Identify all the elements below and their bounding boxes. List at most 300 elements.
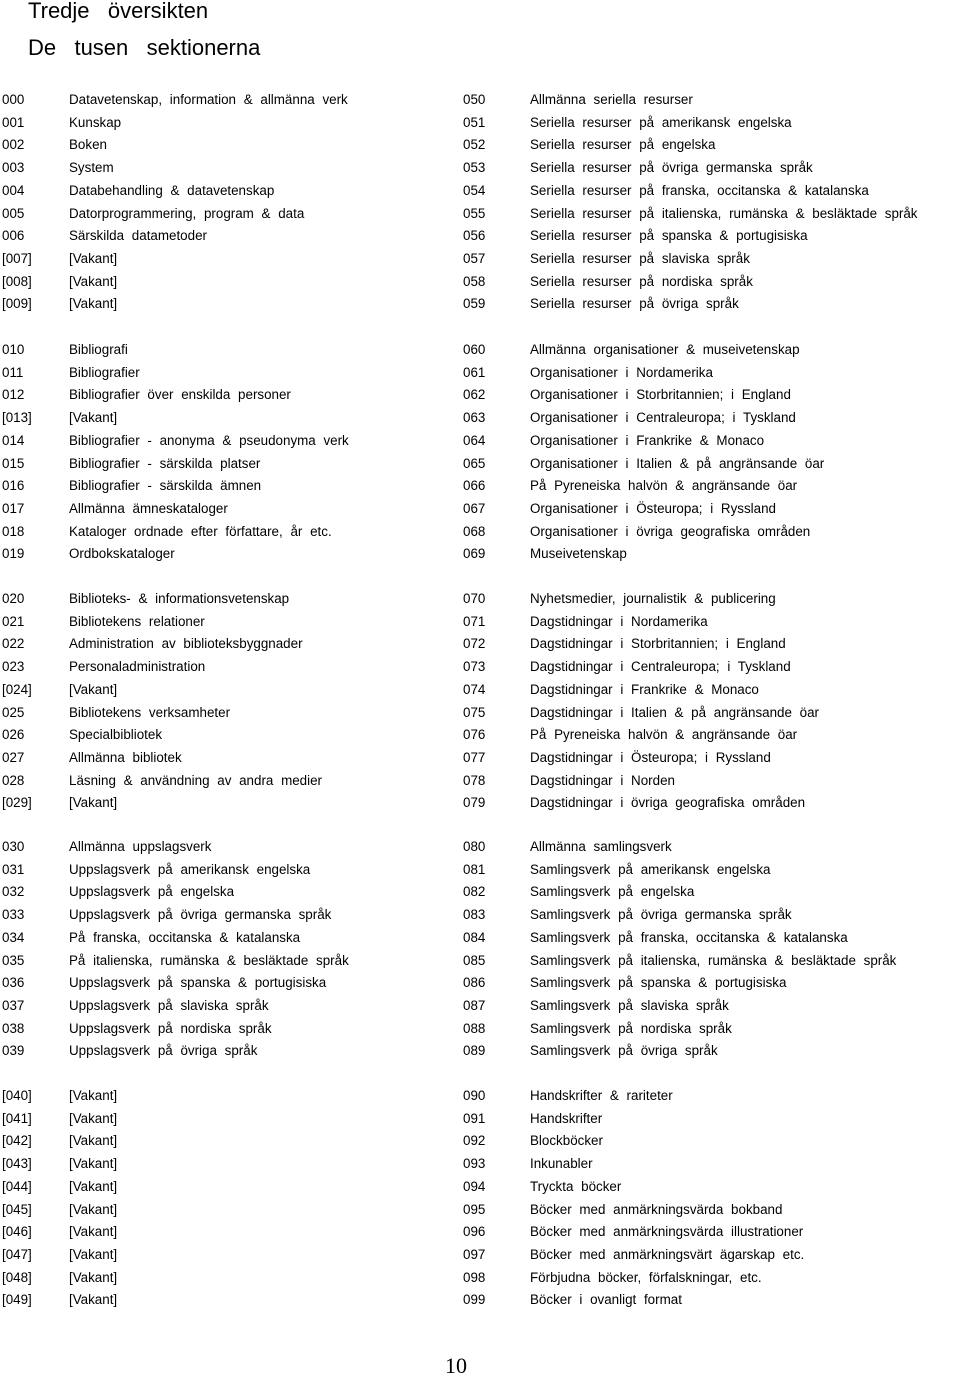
section-code: 051 <box>463 114 486 130</box>
section-code: [009] <box>2 296 32 312</box>
section-label: System <box>69 160 114 176</box>
section-label: Dagstidningar i Italien & på angränsande öar <box>530 704 820 720</box>
section-entry <box>2 1086 442 1106</box>
section-code: 020 <box>2 591 25 606</box>
section-entry <box>463 385 960 405</box>
section-label: Inkunabler <box>530 1156 593 1172</box>
section-entry <box>2 294 442 314</box>
section-code: 000 <box>2 92 25 107</box>
section-code: 071 <box>463 613 486 629</box>
section-entry <box>463 680 960 700</box>
section-code: 055 <box>463 205 486 221</box>
section-entry <box>463 612 960 632</box>
section-entry <box>463 158 960 178</box>
section-entry <box>463 1290 960 1310</box>
section-code: 021 <box>2 613 25 629</box>
section-label: Datorprogrammering, program & data <box>69 205 305 221</box>
section-label: Uppslagsverk på amerikansk engelska <box>69 861 311 877</box>
section-code: 006 <box>2 228 25 244</box>
section-code: 011 <box>2 364 24 380</box>
section-label: Dagstidningar i Centraleuropa; i Tyskland <box>530 659 791 675</box>
section-entry <box>2 499 442 519</box>
section-code: 053 <box>463 160 486 176</box>
section-entry <box>463 703 960 723</box>
section-label: Böcker med anmärkningsvärda illustrationer <box>530 1224 804 1240</box>
section-entry <box>463 294 960 314</box>
section-entry <box>2 793 442 813</box>
section-label: Museivetenskap <box>530 546 627 562</box>
section-label: Datavetenskap, information & allmänna verk <box>69 92 348 107</box>
section-code: 082 <box>463 884 486 900</box>
section-code: 077 <box>463 749 486 765</box>
section-code: 093 <box>463 1156 486 1172</box>
section-label: Administration av biblioteksbyggnader <box>69 636 303 652</box>
section-label: [Vakant] <box>69 1178 118 1194</box>
section-code: 019 <box>2 546 25 562</box>
section-label: Organisationer i Centraleuropa; i Tyskland <box>530 410 796 426</box>
section-entry <box>2 951 442 971</box>
section-label: Seriella resurser på slaviska språk <box>530 250 750 266</box>
section-entry <box>2 1245 442 1265</box>
section-entry <box>2 204 442 224</box>
section-code: [047] <box>2 1246 32 1262</box>
section-code: 079 <box>463 795 486 811</box>
section-code: 060 <box>463 342 486 357</box>
section-label: [Vakant] <box>69 1201 118 1217</box>
section-entry <box>2 1200 442 1220</box>
section-entry <box>463 363 960 383</box>
section-code: [008] <box>2 273 32 289</box>
section-entry <box>463 1200 960 1220</box>
section-entry <box>2 996 442 1016</box>
section-code: 033 <box>2 907 25 923</box>
section-label: Bibliografier - särskilda ämnen <box>69 478 262 494</box>
section-label: Boken <box>69 137 107 153</box>
section-label: Organisationer i övriga geografiska områden <box>530 523 811 539</box>
section-label: Seriella resurser på italienska, rumänska & besläktade språk <box>530 205 918 221</box>
section-entry <box>463 928 960 948</box>
section-code: 030 <box>2 839 25 854</box>
section-code: 037 <box>2 997 25 1013</box>
section-code: 088 <box>463 1020 486 1036</box>
section-entry <box>2 431 442 451</box>
section-entry <box>2 408 442 428</box>
section-entry <box>2 226 442 246</box>
section-label: [Vakant] <box>69 1246 118 1262</box>
section-entry <box>463 1019 960 1039</box>
section-entry <box>463 135 960 155</box>
section-entry <box>2 113 442 133</box>
section-label: Biblioteks- & informationsvetenskap <box>69 591 290 606</box>
section-label: [Vakant] <box>69 795 118 811</box>
section-label: [Vakant] <box>69 296 118 312</box>
section-entry <box>2 340 442 360</box>
section-label: [Vakant] <box>69 1269 118 1285</box>
section-entry <box>463 905 960 925</box>
section-label: På franska, occitanska & katalanska <box>69 929 301 945</box>
section-label: [Vakant] <box>69 410 118 426</box>
section-entry <box>2 90 442 110</box>
section-label: Allmänna samlingsverk <box>530 839 672 854</box>
section-entry <box>463 522 960 542</box>
section-entry <box>463 1041 960 1061</box>
section-entry <box>2 135 442 155</box>
section-code: 095 <box>463 1201 486 1217</box>
section-code: 063 <box>463 410 486 426</box>
section-entry <box>463 837 960 857</box>
section-label: Samlingsverk på övriga språk <box>530 1043 718 1059</box>
section-entry <box>2 634 442 654</box>
section-label: Bibliografier <box>69 364 140 380</box>
section-label: Ordbokskataloger <box>69 546 175 562</box>
section-label: Uppslagsverk på slaviska språk <box>69 997 269 1013</box>
section-code: 034 <box>2 929 25 945</box>
section-label: Dagstidningar i övriga geografiska områden <box>530 795 806 811</box>
section-code: 032 <box>2 884 25 900</box>
section-code: 054 <box>463 182 486 198</box>
section-code: [045] <box>2 1201 32 1217</box>
section-label: Dagstidningar i Nordamerika <box>530 613 708 629</box>
section-entry <box>463 1131 960 1151</box>
section-entry <box>2 476 442 496</box>
section-label: Samlingsverk på italienska, rumänska & besläktade språk <box>530 952 897 968</box>
section-code: 058 <box>463 273 486 289</box>
section-code: 078 <box>463 772 486 788</box>
section-code: 027 <box>2 749 25 765</box>
section-label: Samlingsverk på slaviska språk <box>530 997 729 1013</box>
section-entry <box>2 680 442 700</box>
section-entry <box>463 860 960 880</box>
section-code: 065 <box>463 455 486 471</box>
section-code: 062 <box>463 387 486 403</box>
section-entry <box>463 1109 960 1129</box>
section-code: 064 <box>463 432 486 448</box>
section-code: 002 <box>2 137 25 153</box>
section-label: Seriella resurser på nordiska språk <box>530 273 753 289</box>
section-label: Förbjudna böcker, förfalskningar, etc. <box>530 1269 762 1285</box>
section-entry <box>463 1154 960 1174</box>
section-entry <box>2 1290 442 1310</box>
section-code: 066 <box>463 478 486 494</box>
section-label: Bibliografi <box>69 342 128 357</box>
section-entry <box>463 1222 960 1242</box>
section-label: Handskrifter <box>530 1110 603 1126</box>
section-label: Böcker med anmärkningsvärda bokband <box>530 1201 783 1217</box>
section-entry <box>463 408 960 428</box>
section-code: [046] <box>2 1224 32 1240</box>
section-entry <box>2 973 442 993</box>
section-label: Dagstidningar i Norden <box>530 772 675 788</box>
section-entry <box>463 793 960 813</box>
section-label: Samlingsverk på nordiska språk <box>530 1020 732 1036</box>
section-code: 084 <box>463 929 486 945</box>
section-code: 026 <box>2 727 25 743</box>
section-code: 010 <box>2 342 25 357</box>
section-entry <box>2 1131 442 1151</box>
section-code: 080 <box>463 839 486 854</box>
section-label: Kunskap <box>69 114 122 130</box>
section-label: Handskrifter & rariteter <box>530 1088 673 1103</box>
section-entry <box>2 158 442 178</box>
section-entry <box>2 657 442 677</box>
section-label: Seriella resurser på engelska <box>530 137 716 153</box>
section-code: 059 <box>463 296 486 312</box>
section-code: 036 <box>2 975 25 991</box>
section-entry <box>2 1019 442 1039</box>
section-entry <box>463 181 960 201</box>
section-code: 005 <box>2 205 25 221</box>
section-entry <box>463 657 960 677</box>
section-label: Böcker med anmärkningsvärt ägarskap etc. <box>530 1246 805 1262</box>
section-code: 001 <box>2 114 25 130</box>
section-label: Allmänna organisationer & museivetenskap <box>530 342 800 357</box>
section-label: [Vakant] <box>69 1133 118 1149</box>
section-label: [Vakant] <box>69 273 118 289</box>
section-code: 094 <box>463 1178 486 1194</box>
section-entry <box>2 905 442 925</box>
section-label: Uppslagsverk på nordiska språk <box>69 1020 272 1036</box>
section-entry <box>2 882 442 902</box>
section-code: 061 <box>463 364 486 380</box>
section-entry <box>2 454 442 474</box>
section-entry <box>2 1041 442 1061</box>
section-code: [048] <box>2 1269 32 1285</box>
section-code: 023 <box>2 659 25 675</box>
section-entry <box>2 928 442 948</box>
section-entry <box>463 589 960 609</box>
section-entry <box>463 1177 960 1197</box>
section-code: 072 <box>463 636 486 652</box>
section-label: Tryckta böcker <box>530 1178 622 1194</box>
section-label: Seriella resurser på övriga språk <box>530 296 739 312</box>
section-label: På Pyreneiska halvön & angränsande öar <box>530 727 798 743</box>
section-label: Allmänna bibliotek <box>69 749 182 765</box>
section-label: Kataloger ordnade efter författare, år etc. <box>69 523 332 539</box>
section-code: 028 <box>2 772 25 788</box>
section-entry <box>463 249 960 269</box>
section-label: På italienska, rumänska & besläktade språk <box>69 952 349 968</box>
section-entry <box>463 1086 960 1106</box>
section-code: 039 <box>2 1043 25 1059</box>
section-entry <box>2 181 442 201</box>
section-label: Särskilda datametoder <box>69 228 207 244</box>
section-entry <box>463 90 960 110</box>
section-entry <box>463 951 960 971</box>
section-entry <box>2 249 442 269</box>
section-code: 087 <box>463 997 486 1013</box>
section-label: [Vakant] <box>69 681 118 697</box>
section-code: 085 <box>463 952 486 968</box>
section-label: Allmänna uppslagsverk <box>69 839 212 854</box>
section-code: 017 <box>2 500 25 516</box>
section-label: Seriella resurser på amerikansk engelska <box>530 114 792 130</box>
section-code: 014 <box>2 432 25 448</box>
section-entry <box>2 1177 442 1197</box>
section-label: Specialbibliotek <box>69 727 163 743</box>
section-label: Bibliografier över enskilda personer <box>69 387 291 403</box>
section-code: 012 <box>2 387 25 403</box>
section-label: Seriella resurser på övriga germanska språk <box>530 160 813 176</box>
section-code: 015 <box>2 455 25 471</box>
section-label: [Vakant] <box>69 1292 118 1308</box>
section-entry <box>2 703 442 723</box>
section-label: Organisationer i Frankrike & Monaco <box>530 432 765 448</box>
section-code: [042] <box>2 1133 32 1149</box>
section-label: Uppslagsverk på övriga språk <box>69 1043 258 1059</box>
section-code: 083 <box>463 907 486 923</box>
section-entry <box>463 634 960 654</box>
section-entry <box>2 1222 442 1242</box>
section-entry <box>463 973 960 993</box>
section-entry <box>463 340 960 360</box>
section-entry <box>2 544 442 564</box>
section-code: 092 <box>463 1133 486 1149</box>
section-entry <box>463 204 960 224</box>
section-entry <box>463 725 960 745</box>
page-subtitle: De tusen sektionerna <box>28 35 261 60</box>
section-code: [013] <box>2 410 32 426</box>
section-code: 016 <box>2 478 25 494</box>
section-label: Organisationer i Östeuropa; i Ryssland <box>530 500 776 516</box>
section-code: 098 <box>463 1269 486 1285</box>
section-entry <box>2 385 442 405</box>
section-entry <box>2 837 442 857</box>
section-label: Allmänna ämneskataloger <box>69 500 228 516</box>
section-code: [041] <box>2 1110 32 1126</box>
section-label: Seriella resurser på franska, occitanska & katalanska <box>530 182 869 198</box>
section-code: [044] <box>2 1178 32 1194</box>
section-code: 057 <box>463 250 486 266</box>
section-code: 069 <box>463 546 486 562</box>
section-entry <box>2 771 442 791</box>
section-code: 050 <box>463 92 486 107</box>
section-label: Uppslagsverk på engelska <box>69 884 235 900</box>
section-label: Uppslagsverk på övriga germanska språk <box>69 907 332 923</box>
section-code: 025 <box>2 704 25 720</box>
section-entry <box>2 272 442 292</box>
section-entry <box>2 589 442 609</box>
section-code: 018 <box>2 523 25 539</box>
section-code: 075 <box>463 704 486 720</box>
page-title: Tredje översikten <box>28 0 209 23</box>
section-entry <box>463 771 960 791</box>
section-code: [029] <box>2 795 32 811</box>
section-entry <box>463 996 960 1016</box>
section-entry <box>463 748 960 768</box>
section-label: Samlingsverk på övriga germanska språk <box>530 907 792 923</box>
section-label: Dagstidningar i Frankrike & Monaco <box>530 681 759 697</box>
section-label: Personaladministration <box>69 659 206 675</box>
section-code: 073 <box>463 659 486 675</box>
section-label: Dagstidningar i Östeuropa; i Ryssland <box>530 749 771 765</box>
section-entry <box>463 499 960 519</box>
section-code: 056 <box>463 228 486 244</box>
section-label: [Vakant] <box>69 1110 118 1126</box>
section-entry <box>2 522 442 542</box>
section-code: [007] <box>2 250 32 266</box>
section-code: [040] <box>2 1088 32 1103</box>
section-entry <box>463 544 960 564</box>
section-code: [024] <box>2 681 32 697</box>
section-code: 003 <box>2 160 25 176</box>
section-entry <box>2 725 442 745</box>
section-code: [049] <box>2 1292 32 1308</box>
section-label: Bibliotekens relationer <box>69 613 205 629</box>
section-label: [Vakant] <box>69 1088 118 1103</box>
section-code: 038 <box>2 1020 25 1036</box>
section-code: 076 <box>463 727 486 743</box>
section-entry <box>2 748 442 768</box>
section-label: Blockböcker <box>530 1133 603 1149</box>
section-label: Seriella resurser på spanska & portugisiska <box>530 228 808 244</box>
section-code: 004 <box>2 182 25 198</box>
section-code: 096 <box>463 1224 486 1240</box>
section-label: Nyhetsmedier, journalistik & publicering <box>530 591 776 606</box>
section-code: 089 <box>463 1043 486 1059</box>
section-entry <box>2 1109 442 1129</box>
section-label: Databehandling & datavetenskap <box>69 182 275 198</box>
section-entry <box>463 454 960 474</box>
section-label: Läsning & användning av andra medier <box>69 772 323 788</box>
section-label: Samlingsverk på amerikansk engelska <box>530 861 771 877</box>
section-entry <box>2 612 442 632</box>
section-label: Bibliografier - anonyma & pseudonyma verk <box>69 432 349 448</box>
section-label: Organisationer i Nordamerika <box>530 364 713 380</box>
section-label: [Vakant] <box>69 250 118 266</box>
section-label: Böcker i ovanligt format <box>530 1292 682 1308</box>
section-code: 086 <box>463 975 486 991</box>
section-code: 068 <box>463 523 486 539</box>
section-code: 074 <box>463 681 486 697</box>
section-code: 091 <box>463 1110 486 1126</box>
section-entry <box>2 363 442 383</box>
section-code: 099 <box>463 1292 486 1308</box>
section-label: Samlingsverk på spanska & portugisiska <box>530 975 787 991</box>
section-code: [043] <box>2 1156 32 1172</box>
section-code: 035 <box>2 952 25 968</box>
section-code: 090 <box>463 1088 486 1103</box>
section-label: Allmänna seriella resurser <box>530 92 693 107</box>
section-entry <box>463 272 960 292</box>
section-code: 031 <box>2 861 25 877</box>
section-entry <box>463 882 960 902</box>
section-code: 070 <box>463 591 486 606</box>
section-label: Dagstidningar i Storbritannien; i England <box>530 636 786 652</box>
section-entry <box>463 226 960 246</box>
section-label: Bibliotekens verksamheter <box>69 704 231 720</box>
section-entry <box>2 1268 442 1288</box>
section-code: 067 <box>463 500 486 516</box>
section-label: Bibliografier - särskilda platser <box>69 455 261 471</box>
section-label: Organisationer i Italien & på angränsande öar <box>530 455 825 471</box>
section-entry <box>463 476 960 496</box>
section-code: 081 <box>463 861 486 877</box>
section-label: Samlingsverk på engelska <box>530 884 695 900</box>
section-label: På Pyreneiska halvön & angränsande öar <box>530 478 798 494</box>
section-label: Uppslagsverk på spanska & portugisiska <box>69 975 327 991</box>
section-entry <box>2 860 442 880</box>
section-code: 052 <box>463 137 486 153</box>
page-number: 10 <box>445 1353 467 1378</box>
section-entry <box>463 1268 960 1288</box>
section-entry <box>2 1154 442 1174</box>
section-code: 022 <box>2 636 25 652</box>
section-entry <box>463 113 960 133</box>
section-entry <box>463 1245 960 1265</box>
section-label: Organisationer i Storbritannien; i England <box>530 387 791 403</box>
section-code: 097 <box>463 1246 486 1262</box>
section-label: [Vakant] <box>69 1156 118 1172</box>
